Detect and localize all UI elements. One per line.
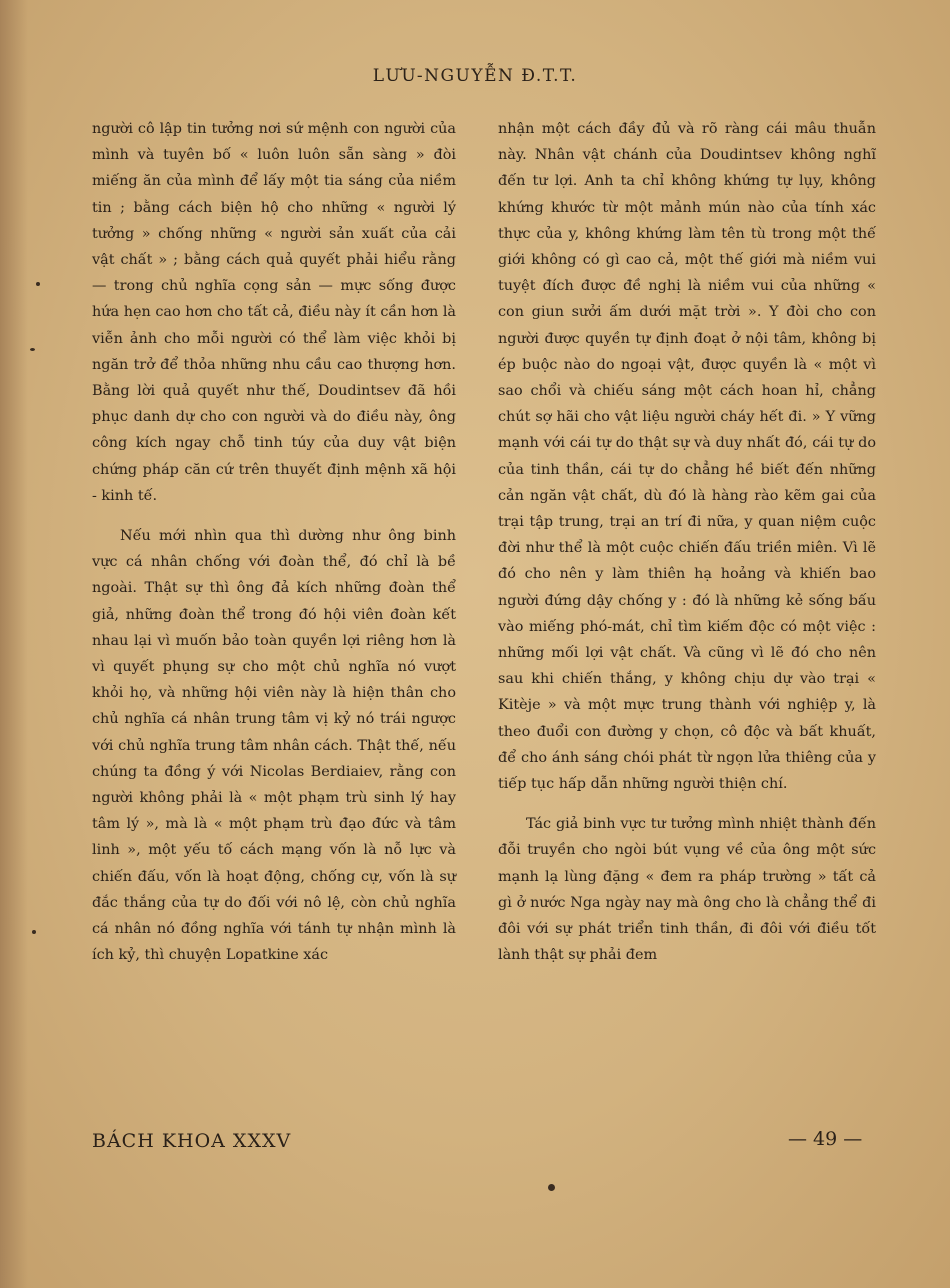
paragraph: người cô lập tin tưởng nơi sứ mệnh con người của mình và tuyên bố « luôn luôn sẵn sàng » đòi miếng ăn của mình để lấy một tia sáng của niềm tin ; bằng cách biện hộ cho những « người lý tưởng » chống những « người sản xuất của cải vật chất » ; bằng cách quả quyết phải hiểu rằng — trong chủ nghĩa cọng sản — mực sống được hứa hẹn cao hơn cho tất cả, điều này ít cần hơn là viễn ảnh cho mỗi người có thể làm việc khỏi bị ngăn trở để thỏa những nhu cầu cao thượng hơn. Bằng lời quả quyết như thế, Doudintsev đã hồi phục danh dự cho con người và do điều này, ông công kích ngay chỗ tinh túy của duy vật biện chứng pháp căn cứ trên thuyết định mệnh xã hội - kinh tế.	[92, 121, 456, 504]
ink-speck	[36, 282, 40, 286]
ink-speck	[32, 930, 36, 934]
left-column	[92, 116, 456, 969]
paragraph: nhận một cách đầy đủ và rõ ràng cái mâu thuẫn này. Nhân vật chánh của Doudintsev không nghĩ đến tư lợi. Anh ta chỉ không khứng tự lụy, không khứng khước từ một mảnh mún nào của tính xác thực của y, không khứng làm tên tù trong một thế giới không có gì cao cả, một thế giới mà niềm vui tuyệt đích được đề nghị là niềm vui của những « con giun sưởi ấm dưới mặt trời ». Y đòi cho con người được quyền tự định đoạt ở nội tâm, không bị ép buộc nào do ngoại vật, được quyền là « một vì sao chổi và chiếu sáng một cách hoan hỉ, chẳng chút sợ hãi cho vật liệu người cháy hết đi. » Y vững mạnh với cái tự do thật sự và duy nhất đó, cái tự do của tinh thần, cái tự do chẳng hề biết đến những cản ngăn vật chất, dù đó là hàng rào kẽm gai của trại tập trung, trại an trí đi nữa, y quan niệm cuộc đời như thể là một cuộc chiến đấu triền miên. Vì lẽ đó cho nên y làm thiên hạ hoảng và khiến bao người đứng dậy chống y : đó là những kẻ sống bấu vào miếng phó-mát, chỉ tìm kiếm độc có một việc : những mối lợi vật chất. Và cũng vì lẽ đó cho nên sau khi chiến thắng, y không chịu dự vào trại « Kitèje » và một mực trung thành với nghiệp y, là theo đuổi con đường y chọn, cô độc và bất khuất, để cho ánh sáng chói phát từ ngọn lửa thiêng của y tiếp tục hấp dẫn những người thiện chí.	[498, 121, 876, 793]
ink-speck	[30, 348, 35, 351]
publication-name: BÁCH KHOA XXXV	[92, 1130, 292, 1152]
ink-speck	[548, 1184, 555, 1191]
right-column	[498, 116, 876, 969]
page-edge-shadow	[0, 0, 28, 1288]
paragraph: Nếu mới nhìn qua thì dường như ông binh vực cá nhân chống với đoàn thể, đó chỉ là bề ngoài. Thật sự thì ông đả kích những đoàn thể giả, những đoàn thể trong đó hội viên đoàn kết nhau lại vì muốn bảo toàn quyền lợi riêng hơn là vì quyết phụng sự cho một chủ nghĩa nó vượt khỏi họ, và những hội viên này là hiện thân cho chủ nghĩa cá nhân trung tâm vị kỷ nó trái ngược với chủ nghĩa trung tâm nhân cách. Thật thế, nếu chúng ta đồng ý với Nicolas Berdiaiev, rằng con người không phải là « một phạm trù sinh lý hay tâm lý », mà là « một phạm trù đạo đức và tâm linh », một yếu tố cách mạng vốn là nỗ lực và chiến đấu, vốn là hoạt động, chống cự, vốn là sự đắc thắng của tự do đối với nô lệ, còn chủ nghĩa cá nhân nó đồng nghĩa với tánh tự nhận mình là ích kỷ, thì chuyện Lopatkine xác	[92, 528, 456, 964]
page-number: — 49 —	[788, 1128, 863, 1150]
paragraph: Tác giả binh vực tư tưởng mình nhiệt thành đến đỗi truyền cho ngòi bút vụng về của ông một sức mạnh lạ lùng đặng « đem ra pháp trường » tất cả gì ở nước Nga ngày nay mà ông cho là chẳng thể đi đôi với sự phát triển tinh thần, đi đôi với điều tốt lành thật sự phải đem	[498, 816, 876, 964]
running-head: LƯU-NGUYỄN Đ.T.T.	[372, 66, 578, 86]
